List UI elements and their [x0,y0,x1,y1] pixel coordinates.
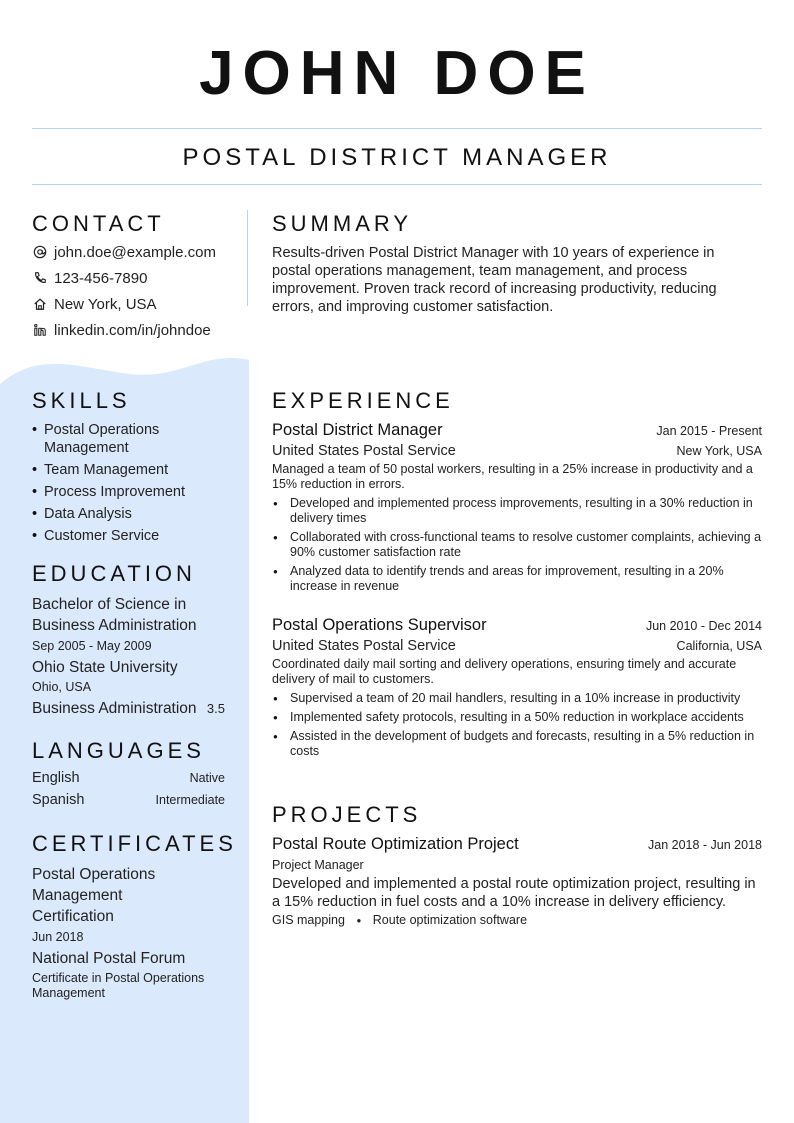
phone-icon [32,270,48,286]
contact-linkedin-value: linkedin.com/in/johndoe [54,321,211,339]
summary-text: Results-driven Postal District Manager with 10 years of experience in postal operations management, team management, and process improvement. Proven track record of increasing productivity, reducing errors, and improving customer satisfaction. [272,245,717,315]
contact-email-value: john.doe@example.com [54,243,216,261]
at-icon [32,244,48,260]
project-tools [272,913,762,927]
project-dates: Jan 2018 - Jun 2018 [648,838,762,852]
job-title-heading: POSTAL DISTRICT MANAGER [182,144,612,171]
certificates-heading: CERTIFICATES [32,831,237,856]
project-tool: GIS mapping [272,913,345,927]
education-school: Ohio State University [32,659,178,676]
language-row [32,770,225,786]
language-name: English [32,770,80,786]
contact-phone-value: 123-456-7890 [54,269,148,287]
contact-email[interactable] [32,242,216,262]
education-dates: Sep 2005 - May 2009 [32,639,152,653]
education-heading: EDUCATION [32,561,196,586]
header-divider-bottom [32,184,762,185]
project-role: Project Manager [272,858,364,872]
job-dates: Jan 2015 - Present [656,424,762,438]
project-tool: Route optimization software [372,913,528,927]
bullet-separator: ● [356,916,362,926]
contact-location-value: New York, USA [54,295,157,313]
list-item: • Process Improvement [32,483,232,501]
certificate-title: Postal Operations Management Certification [32,866,156,925]
languages-heading: LANGUAGES [32,738,205,763]
education-location: Ohio, USA [32,680,92,694]
education-field-row [32,698,225,719]
experience-entry [272,616,762,763]
language-row [32,792,225,808]
job-description: Coordinated daily mail sorting and delivery operations, ensuring timely and accurate delivery of mail to customers. [272,657,737,686]
column-divider [247,210,248,306]
skills-heading: SKILLS [32,388,131,413]
contact-phone[interactable] [32,268,147,288]
job-title: Postal Operations Supervisor [272,616,487,634]
projects-heading: PROJECTS [272,802,422,827]
job-bullets [272,691,762,759]
job-dates: Jun 2010 - Dec 2014 [645,619,762,633]
job-description: Managed a team of 50 postal workers, resulting in a 25% increase in productivity and a 15% reduction in errors. [272,462,753,491]
list-item: ● Implemented safety protocols, resulting in a 50% reduction in workplace accidents [272,710,762,725]
certificate-issuer: National Postal Forum [32,950,186,967]
education-degree: Bachelor of Science in Business Administration [32,596,197,634]
project-title: Postal Route Optimization Project [272,835,519,853]
experience-heading: EXPERIENCE [272,388,454,413]
list-item: ● Developed and implemented process improvements, resulting in a 30% reduction in delivery times [272,496,762,526]
language-level: Intermediate [155,793,225,807]
project-entry [272,835,762,927]
list-item: ● Collaborated with cross-functional teams to resolve customer complaints, achieving a 90% customer satisfaction rate [272,530,762,560]
candidate-name: JOHN DOE [199,39,595,108]
contact-heading: CONTACT [32,211,165,236]
list-item: • Data Analysis [32,505,232,523]
job-title: Postal District Manager [272,421,443,439]
project-description: Developed and implemented a postal route optimization project, resulting in a 15% reduction in fuel costs and a 10% increase in delivery efficiency. [272,876,756,910]
language-name: Spanish [32,792,85,808]
education-field: Business Administration [32,700,197,717]
skills-list [32,421,232,549]
job-location: New York, USA [676,444,762,458]
education-gpa: 3.5 [206,701,225,716]
experience-entry [272,421,762,598]
home-icon [32,296,48,312]
list-item: ● Analyzed data to identify trends and areas for improvement, resulting in a 20% increase in revenue [272,564,762,594]
certificate-description: Certificate in Postal Operations Management [32,971,205,1000]
contact-location [32,294,157,314]
linkedin-icon [32,322,48,338]
language-level: Native [189,771,225,785]
list-item: • Team Management [32,461,232,479]
list-item: ● Supervised a team of 20 mail handlers, resulting in a 10% increase in productivity [272,691,762,706]
job-bullets [272,496,762,594]
contact-linkedin[interactable] [32,320,211,340]
job-company: United States Postal Service [272,638,456,654]
list-item: • Customer Service [32,527,232,545]
list-item: ● Assisted in the development of budgets and forecasts, resulting in a 5% reduction in costs [272,729,762,759]
header-divider-top [32,128,762,129]
job-company: United States Postal Service [272,443,456,459]
certificate-date: Jun 2018 [32,930,84,944]
summary-heading: SUMMARY [272,211,413,236]
list-item: • Postal Operations Management [32,421,232,457]
job-location: California, USA [676,639,762,653]
